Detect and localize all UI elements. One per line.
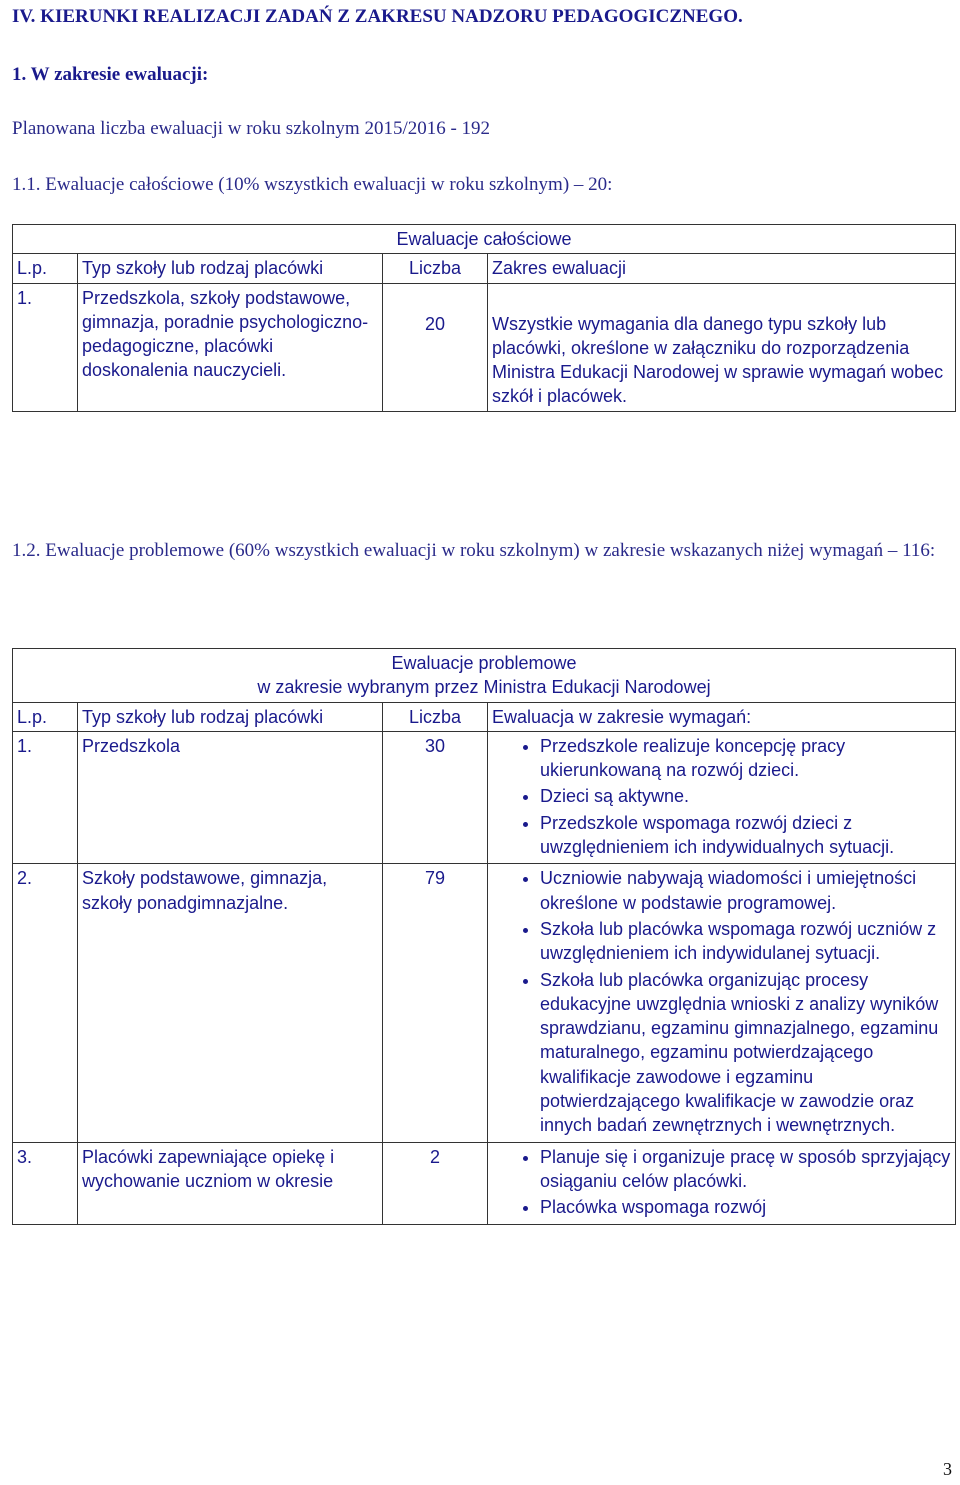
row-count: 20 — [383, 283, 488, 411]
row-count: 79 — [383, 864, 488, 1142]
list-item: • Dzieci są aktywne. — [540, 784, 951, 808]
list-item: • Przedszkole wspomaga rozwój dzieci z uwzględnieniem ich indywidualnych sytuacji. — [540, 811, 951, 860]
header-scope: Zakres ewaluacji — [488, 254, 956, 283]
row-lp: 3. — [13, 1142, 78, 1224]
table-row — [13, 283, 956, 411]
caption-line-1: Ewaluacje problemowe — [391, 653, 577, 673]
row-type: Szkoły podstawowe, gimnazja, szkoły ponadgimnazjalne. — [78, 864, 383, 1142]
list-item: • Szkoła lub placówka wspomaga rozwój uczniów z uwzględnieniem ich indywidulanej sytuacji. — [540, 917, 951, 966]
problem-evaluations-paragraph: 1.2. Ewaluacje problemowe (60% wszystkich ewaluacji w roku szkolnym) w zakresie wskazanych niżej wymagań – 116: — [12, 540, 936, 561]
header-lp: L.p. — [13, 702, 78, 731]
page-number: 3 — [943, 1458, 952, 1479]
planned-count-paragraph: Planowana liczba ewaluacji w roku szkolnym 2015/2016 - 192 — [12, 118, 491, 139]
list-item: • Placówka wspomaga rozwój — [540, 1195, 951, 1219]
subsection-title: 1. W zakresie ewaluacji: — [12, 64, 209, 85]
row-count: 30 — [383, 731, 488, 863]
row-requirements — [488, 1142, 956, 1224]
row-type: Placówki zapewniające opiekę i wychowanie uczniom w okresie — [78, 1142, 383, 1224]
table-caption — [13, 649, 956, 703]
header-type: Typ szkoły lub rodzaj placówki — [78, 702, 383, 731]
row-type: Przedszkola, szkoły podstawowe, gimnazja, poradnie psychologiczno-pedagogiczne, placówki doskonalenia nauczycieli. — [78, 283, 383, 411]
holistic-evaluations-paragraph: 1.1. Ewaluacje całościowe (10% wszystkich ewaluacji w roku szkolnym) – 20: — [12, 174, 613, 195]
list-item: • Przedszkole realizuje koncepcję pracy ukierunkowaną na rozwój dzieci. — [540, 734, 951, 783]
header-lp: L.p. — [13, 254, 78, 283]
requirements-list — [492, 734, 951, 859]
row-count: 2 — [383, 1142, 488, 1224]
header-count: Liczba — [383, 254, 488, 283]
list-item: • Szkoła lub placówka organizując procesy edukacyjne uwzględnia wnioski z analizy wyników sprawdzianu, egzaminu gimnazjalnego, egzaminu maturalnego, egzaminu potwierdzającego kwalifikacje zawodowe i egzaminu potwierdzającego kwalifikacje w zawodzie oraz innych badań zewnętrznych i wewnętrznych. — [540, 968, 951, 1138]
row-requirements — [488, 731, 956, 863]
requirements-list — [492, 1145, 951, 1220]
table-caption: Ewaluacje całościowe — [13, 225, 956, 254]
header-count: Liczba — [383, 702, 488, 731]
requirements-list — [492, 866, 951, 1137]
table-row — [13, 731, 956, 863]
section-heading: IV. KIERUNKI REALIZACJI ZADAŃ Z ZAKRESU NADZORU PEDAGOGICZNEGO. — [12, 6, 743, 27]
row-lp: 2. — [13, 864, 78, 1142]
header-type: Typ szkoły lub rodzaj placówki — [78, 254, 383, 283]
table-row — [13, 864, 956, 1142]
table-row — [13, 1142, 956, 1224]
list-item: • Uczniowie nabywają wiadomości i umiejętności określone w podstawie programowej. — [540, 866, 951, 915]
row-requirements — [488, 864, 956, 1142]
list-item: • Planuje się i organizuje pracę w sposób sprzyjający osiąganiu celów placówki. — [540, 1145, 951, 1194]
row-scope: Wszystkie wymagania dla danego typu szkoły lub placówki, określone w załączniku do rozporządzenia Ministra Edukacji Narodowej w sprawie wymagań wobec szkół i placówek. — [488, 283, 956, 411]
row-lp: 1. — [13, 731, 78, 863]
caption-line-2: w zakresie wybranym przez Ministra Edukacji Narodowej — [257, 677, 711, 698]
problem-evaluations-table — [12, 648, 956, 1225]
row-type: Przedszkola — [78, 731, 383, 863]
row-lp: 1. — [13, 283, 78, 411]
holistic-evaluations-table — [12, 224, 956, 412]
header-requirements: Ewaluacja w zakresie wymagań: — [488, 702, 956, 731]
